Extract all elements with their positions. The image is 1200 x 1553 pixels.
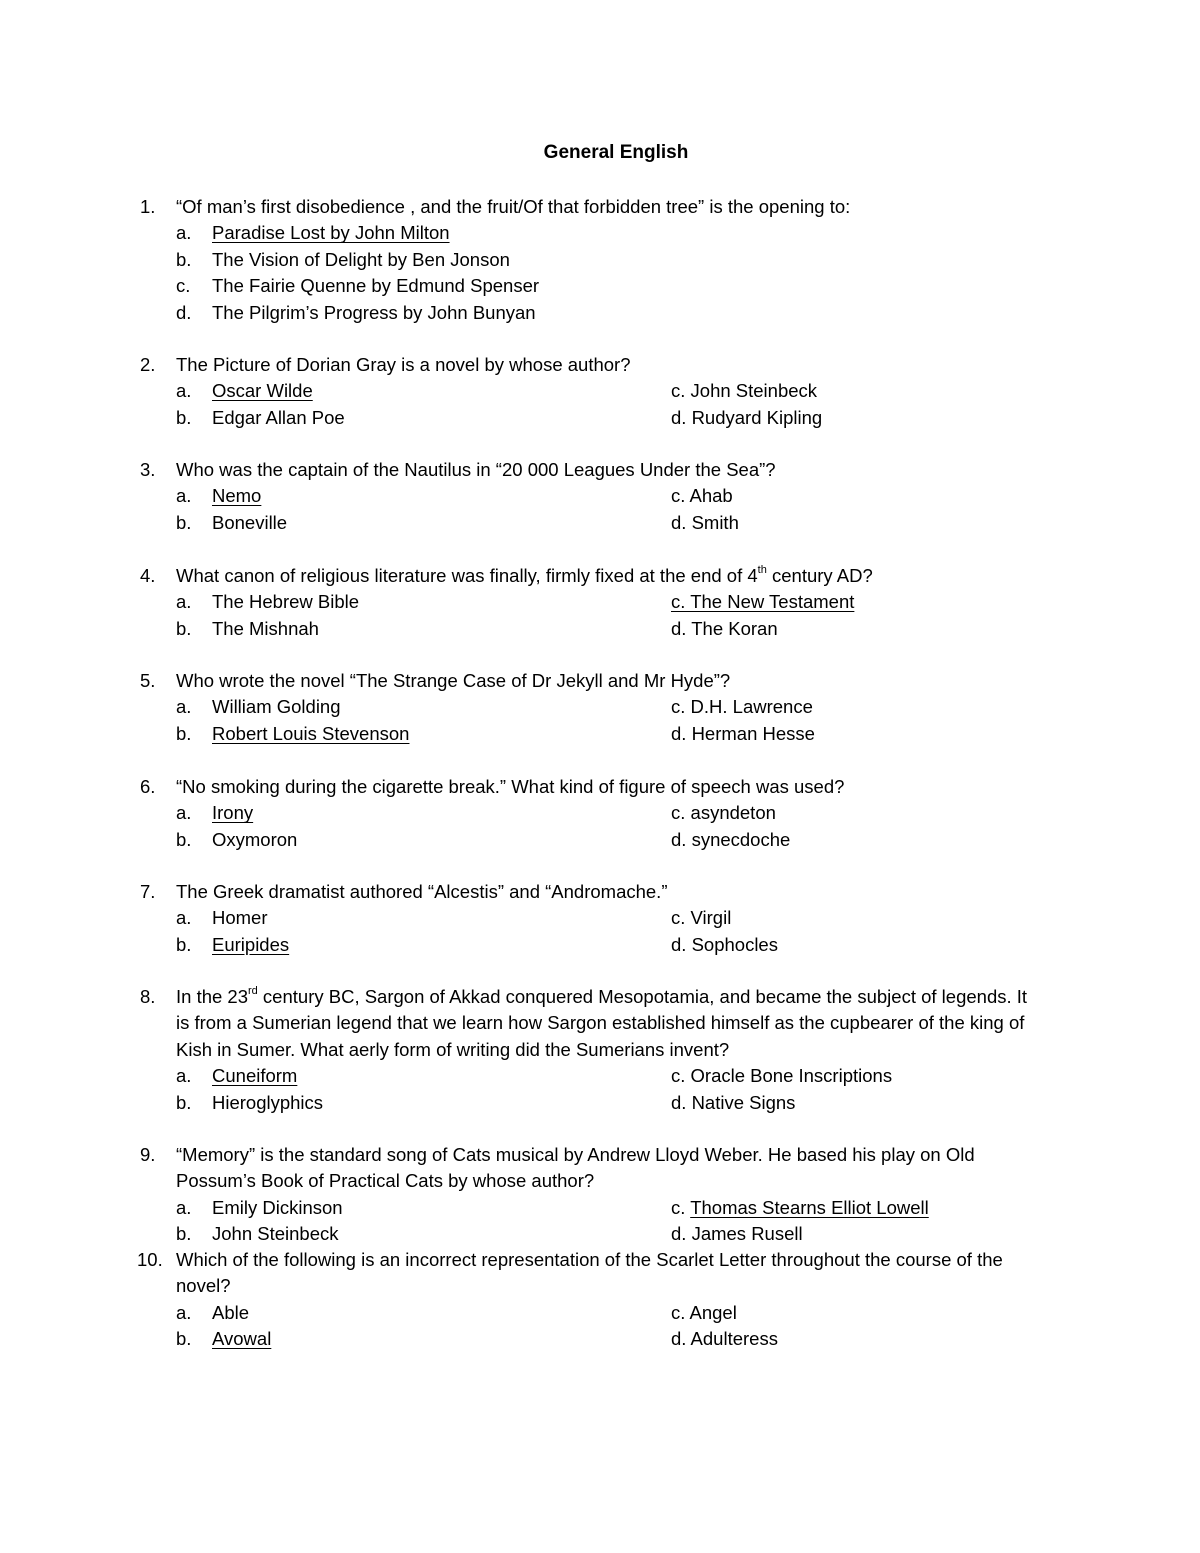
option-row: b. Avowal d. Adulteress: [140, 1326, 1085, 1352]
correct-answer: Paradise Lost by John Milton: [212, 222, 450, 244]
question-text: 10. Which of the following is an incorrect representation of the Scarlet Letter throughout the course of the: [140, 1247, 1085, 1273]
question-6: [140, 774, 1085, 853]
question-text-line: is from a Sumerian legend that we learn how Sargon established himself as the cupbearer of the king of: [176, 1012, 1025, 1034]
question-5: [140, 668, 1085, 747]
question-8: [140, 984, 1085, 1116]
correct-answer: Avowal: [212, 1328, 272, 1350]
question-text: 2. The Picture of Dorian Gray is a novel by whose author?: [140, 352, 1085, 378]
correct-answer: Thomas Stearns Elliot Lowell: [690, 1196, 929, 1218]
option-row: a. Homer c. Virgil: [140, 905, 1085, 931]
question-number: 9.: [140, 1144, 156, 1165]
option-row: b. John Steinbeck d. James Rusell: [140, 1221, 1085, 1247]
question-text-line: Kish in Sumer. What aerly form of writing did the Sumerians invent?: [176, 1038, 730, 1060]
option-d: d. Native Signs: [671, 1091, 796, 1113]
option-d: d. synecdoche: [671, 828, 791, 850]
option-row: b. Euripides d. Sophocles: [140, 932, 1085, 958]
option-c: c. Oracle Bone Inscriptions: [671, 1065, 893, 1087]
question-number: 3.: [140, 459, 156, 480]
question-text: 8. In the 23rd century BC, Sargon of Akkad conquered Mesopotamia, and became the subject of legends. It: [140, 984, 1085, 1010]
option-row: b. Hieroglyphics d. Native Signs: [140, 1090, 1085, 1116]
option-d: d. Herman Hesse: [671, 722, 815, 744]
question-number: 5.: [140, 670, 156, 691]
option-row: b. Boneville d. Smith: [140, 510, 1085, 536]
correct-answer: Oscar Wilde: [212, 380, 313, 402]
question-text: 7. The Greek dramatist authored “Alcestis” and “Andromache.”: [140, 879, 1085, 905]
question-number: 1.: [140, 196, 156, 217]
question-number: 4.: [140, 565, 156, 586]
option-d: d. The Koran: [671, 617, 778, 639]
question-3: [140, 457, 1085, 536]
option-a: a. Paradise Lost by John Milton: [140, 220, 1085, 246]
question-9: [140, 1142, 1085, 1248]
option-d: d. Adulteress: [671, 1328, 778, 1350]
question-number: 8.: [140, 986, 156, 1007]
question-number: 10.: [137, 1249, 163, 1270]
option-c: c. John Steinbeck: [671, 380, 818, 402]
option-c: c. The Fairie Quenne by Edmund Spenser: [176, 275, 540, 297]
page-title: General English: [543, 142, 689, 163]
option-row: a. Cuneiform c. Oracle Bone Inscriptions: [140, 1063, 1085, 1089]
option-d: d. Rudyard Kipling: [671, 406, 823, 428]
question-text: 3. Who was the captain of the Nautilus in “20 000 Leagues Under the Sea”?: [140, 457, 1085, 483]
question-10: [137, 1247, 1085, 1353]
option-d: d. Smith: [671, 511, 739, 533]
option-c: c. Virgil: [671, 907, 732, 929]
question-text: 6. “No smoking during the cigarette break.” What kind of figure of speech was used?: [140, 774, 1085, 800]
option-row: a. Oscar Wilde c. John Steinbeck: [140, 378, 1085, 404]
option-row: a. Able c. Angel: [140, 1300, 1085, 1326]
correct-answer: Cuneiform: [212, 1065, 298, 1087]
option-c: c. Thomas Stearns Elliot Lowell: [671, 1196, 929, 1218]
correct-answer: Euripides: [212, 933, 290, 955]
option-row: a. Emily Dickinson c. Thomas Stearns Elliot Lowell: [140, 1195, 1085, 1221]
correct-answer: Robert Louis Stevenson: [212, 722, 410, 744]
question-1: [140, 194, 1085, 326]
option-c: c. D.H. Lawrence: [671, 696, 813, 718]
question-text: 1. “Of man’s first disobedience , and the fruit/Of that forbidden tree” is the opening to:: [140, 194, 1085, 220]
question-text: 4. What canon of religious literature was finally, firmly fixed at the end of 4th century AD?: [140, 563, 1085, 589]
option-row: a. William Golding c. D.H. Lawrence: [140, 694, 1085, 720]
option-row: b. Robert Louis Stevenson d. Herman Hesse: [140, 721, 1085, 747]
correct-answer: Nemo: [212, 485, 262, 507]
question-4: [140, 563, 1085, 642]
correct-answer: Irony: [212, 802, 254, 824]
correct-answer: c. The New Testament: [671, 591, 855, 613]
question-number: 7.: [140, 881, 156, 902]
option-b: b. The Vision of Delight by Ben Jonson: [176, 248, 510, 270]
option-row: b. The Mishnah d. The Koran: [140, 616, 1085, 642]
question-number: 2.: [140, 354, 156, 375]
option-d: d. Sophocles: [671, 933, 778, 955]
option-d: d. James Rusell: [671, 1223, 803, 1245]
option-row: a. Nemo c. Ahab: [140, 483, 1085, 509]
question-7: [140, 879, 1085, 958]
option-row: b. Oxymoron d. synecdoche: [140, 827, 1085, 853]
question-text-line: novel?: [176, 1275, 231, 1297]
option-d: d. The Pilgrim’s Progress by John Bunyan: [176, 301, 536, 323]
question-number: 6.: [140, 776, 156, 797]
option-row: a. Irony c. asyndeton: [140, 800, 1085, 826]
option-c: c. asyndeton: [671, 802, 776, 824]
option-c: c. Ahab: [671, 485, 733, 507]
option-row: b. Edgar Allan Poe d. Rudyard Kipling: [140, 405, 1085, 431]
question-text: 5. Who wrote the novel “The Strange Case of Dr Jekyll and Mr Hyde”?: [140, 668, 1085, 694]
question-2: [140, 352, 1085, 431]
question-text-line: Possum’s Book of Practical Cats by whose author?: [176, 1170, 595, 1192]
question-text: 9. “Memory” is the standard song of Cats musical by Andrew Lloyd Weber. He based his play on Old: [140, 1142, 1085, 1168]
option-c: c. Angel: [671, 1301, 737, 1323]
option-row: a. The Hebrew Bible c. The New Testament: [140, 589, 1085, 615]
